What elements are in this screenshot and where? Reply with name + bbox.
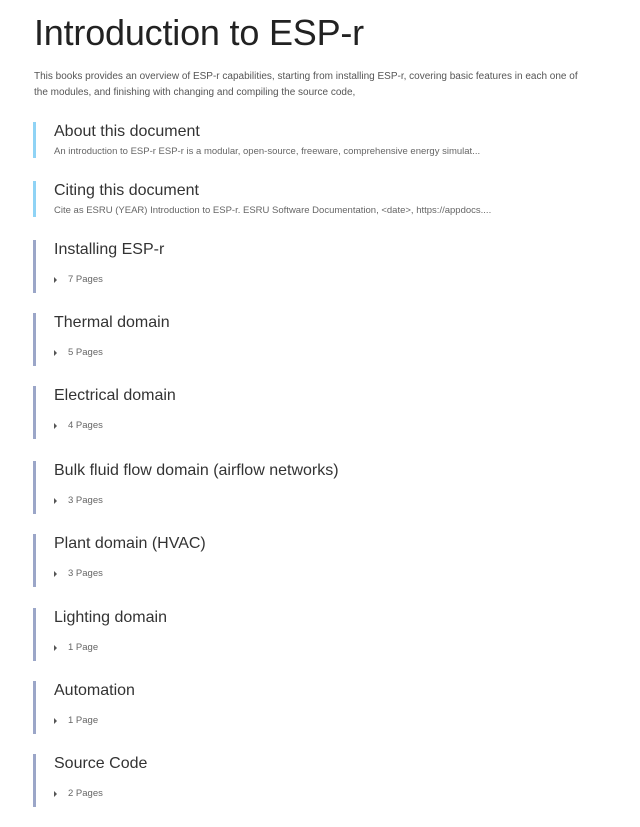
chapter-title[interactable]: Installing ESP-r <box>54 241 165 258</box>
chapter-page-count: 5 Pages <box>68 347 103 358</box>
chapter-expand-toggle[interactable] <box>50 788 606 800</box>
chapter-title[interactable]: Source Code <box>54 755 148 772</box>
caret-right-icon <box>54 350 57 356</box>
chapter-page-count: 2 Pages <box>68 788 103 799</box>
book-title: Introduction to ESP-r <box>34 12 364 53</box>
chapter-page-count: 3 Pages <box>68 568 103 579</box>
chapter-thermal-domain <box>33 313 606 366</box>
page-title[interactable]: About this document <box>54 123 200 140</box>
chapter-page-count: 3 Pages <box>68 495 103 506</box>
caret-right-icon <box>54 498 57 504</box>
chapter-title[interactable]: Electrical domain <box>54 387 176 404</box>
chapter-automation <box>33 681 606 734</box>
chapter-electrical-domain <box>33 386 606 439</box>
chapter-title[interactable]: Thermal domain <box>54 314 170 331</box>
chapter-page-count: 1 Page <box>68 642 99 653</box>
chapter-expand-toggle[interactable] <box>50 715 606 727</box>
chapter-installing-esp-r <box>33 240 606 293</box>
page-entry-citing[interactable] <box>33 181 606 217</box>
page-entry-about[interactable] <box>33 122 606 158</box>
chapter-expand-toggle[interactable] <box>50 642 606 654</box>
chapter-title[interactable]: Lighting domain <box>54 609 167 626</box>
chapter-expand-toggle[interactable] <box>50 568 606 580</box>
chapter-expand-toggle[interactable] <box>50 274 606 286</box>
chapter-expand-toggle[interactable] <box>50 420 606 432</box>
caret-right-icon <box>54 277 57 283</box>
page-excerpt: An introduction to ESP-r ESP-r is a modular, open-source, freeware, comprehensive energy simulat... <box>54 146 481 157</box>
caret-right-icon <box>54 645 57 651</box>
caret-right-icon <box>54 718 57 724</box>
caret-right-icon <box>54 423 57 429</box>
caret-right-icon <box>54 571 57 577</box>
chapter-plant-domain <box>33 534 606 587</box>
chapter-source-code <box>33 754 606 807</box>
caret-right-icon <box>54 791 57 797</box>
chapter-page-count: 4 Pages <box>68 420 103 431</box>
page-title[interactable]: Citing this document <box>54 182 199 199</box>
chapter-title[interactable]: Automation <box>54 682 135 699</box>
page-excerpt: Cite as ESRU (YEAR) Introduction to ESP-r. ESRU Software Documentation, <date>, https://appdocs.... <box>54 205 492 216</box>
chapter-page-count: 1 Page <box>68 715 99 726</box>
book-description: This books provides an overview of ESP-r capabilities, starting from installing ESP-r, covering basic features in each one of the modules, and finishing with changing and compiling the source code, <box>34 71 578 98</box>
chapter-expand-toggle[interactable] <box>50 347 606 359</box>
chapter-lighting-domain <box>33 608 606 661</box>
chapter-page-count: 7 Pages <box>68 274 103 285</box>
chapter-title[interactable]: Plant domain (HVAC) <box>54 535 206 552</box>
chapter-bulk-fluid-flow <box>33 461 606 514</box>
chapter-title[interactable]: Bulk fluid flow domain (airflow networks) <box>54 462 339 479</box>
chapter-expand-toggle[interactable] <box>50 495 606 507</box>
